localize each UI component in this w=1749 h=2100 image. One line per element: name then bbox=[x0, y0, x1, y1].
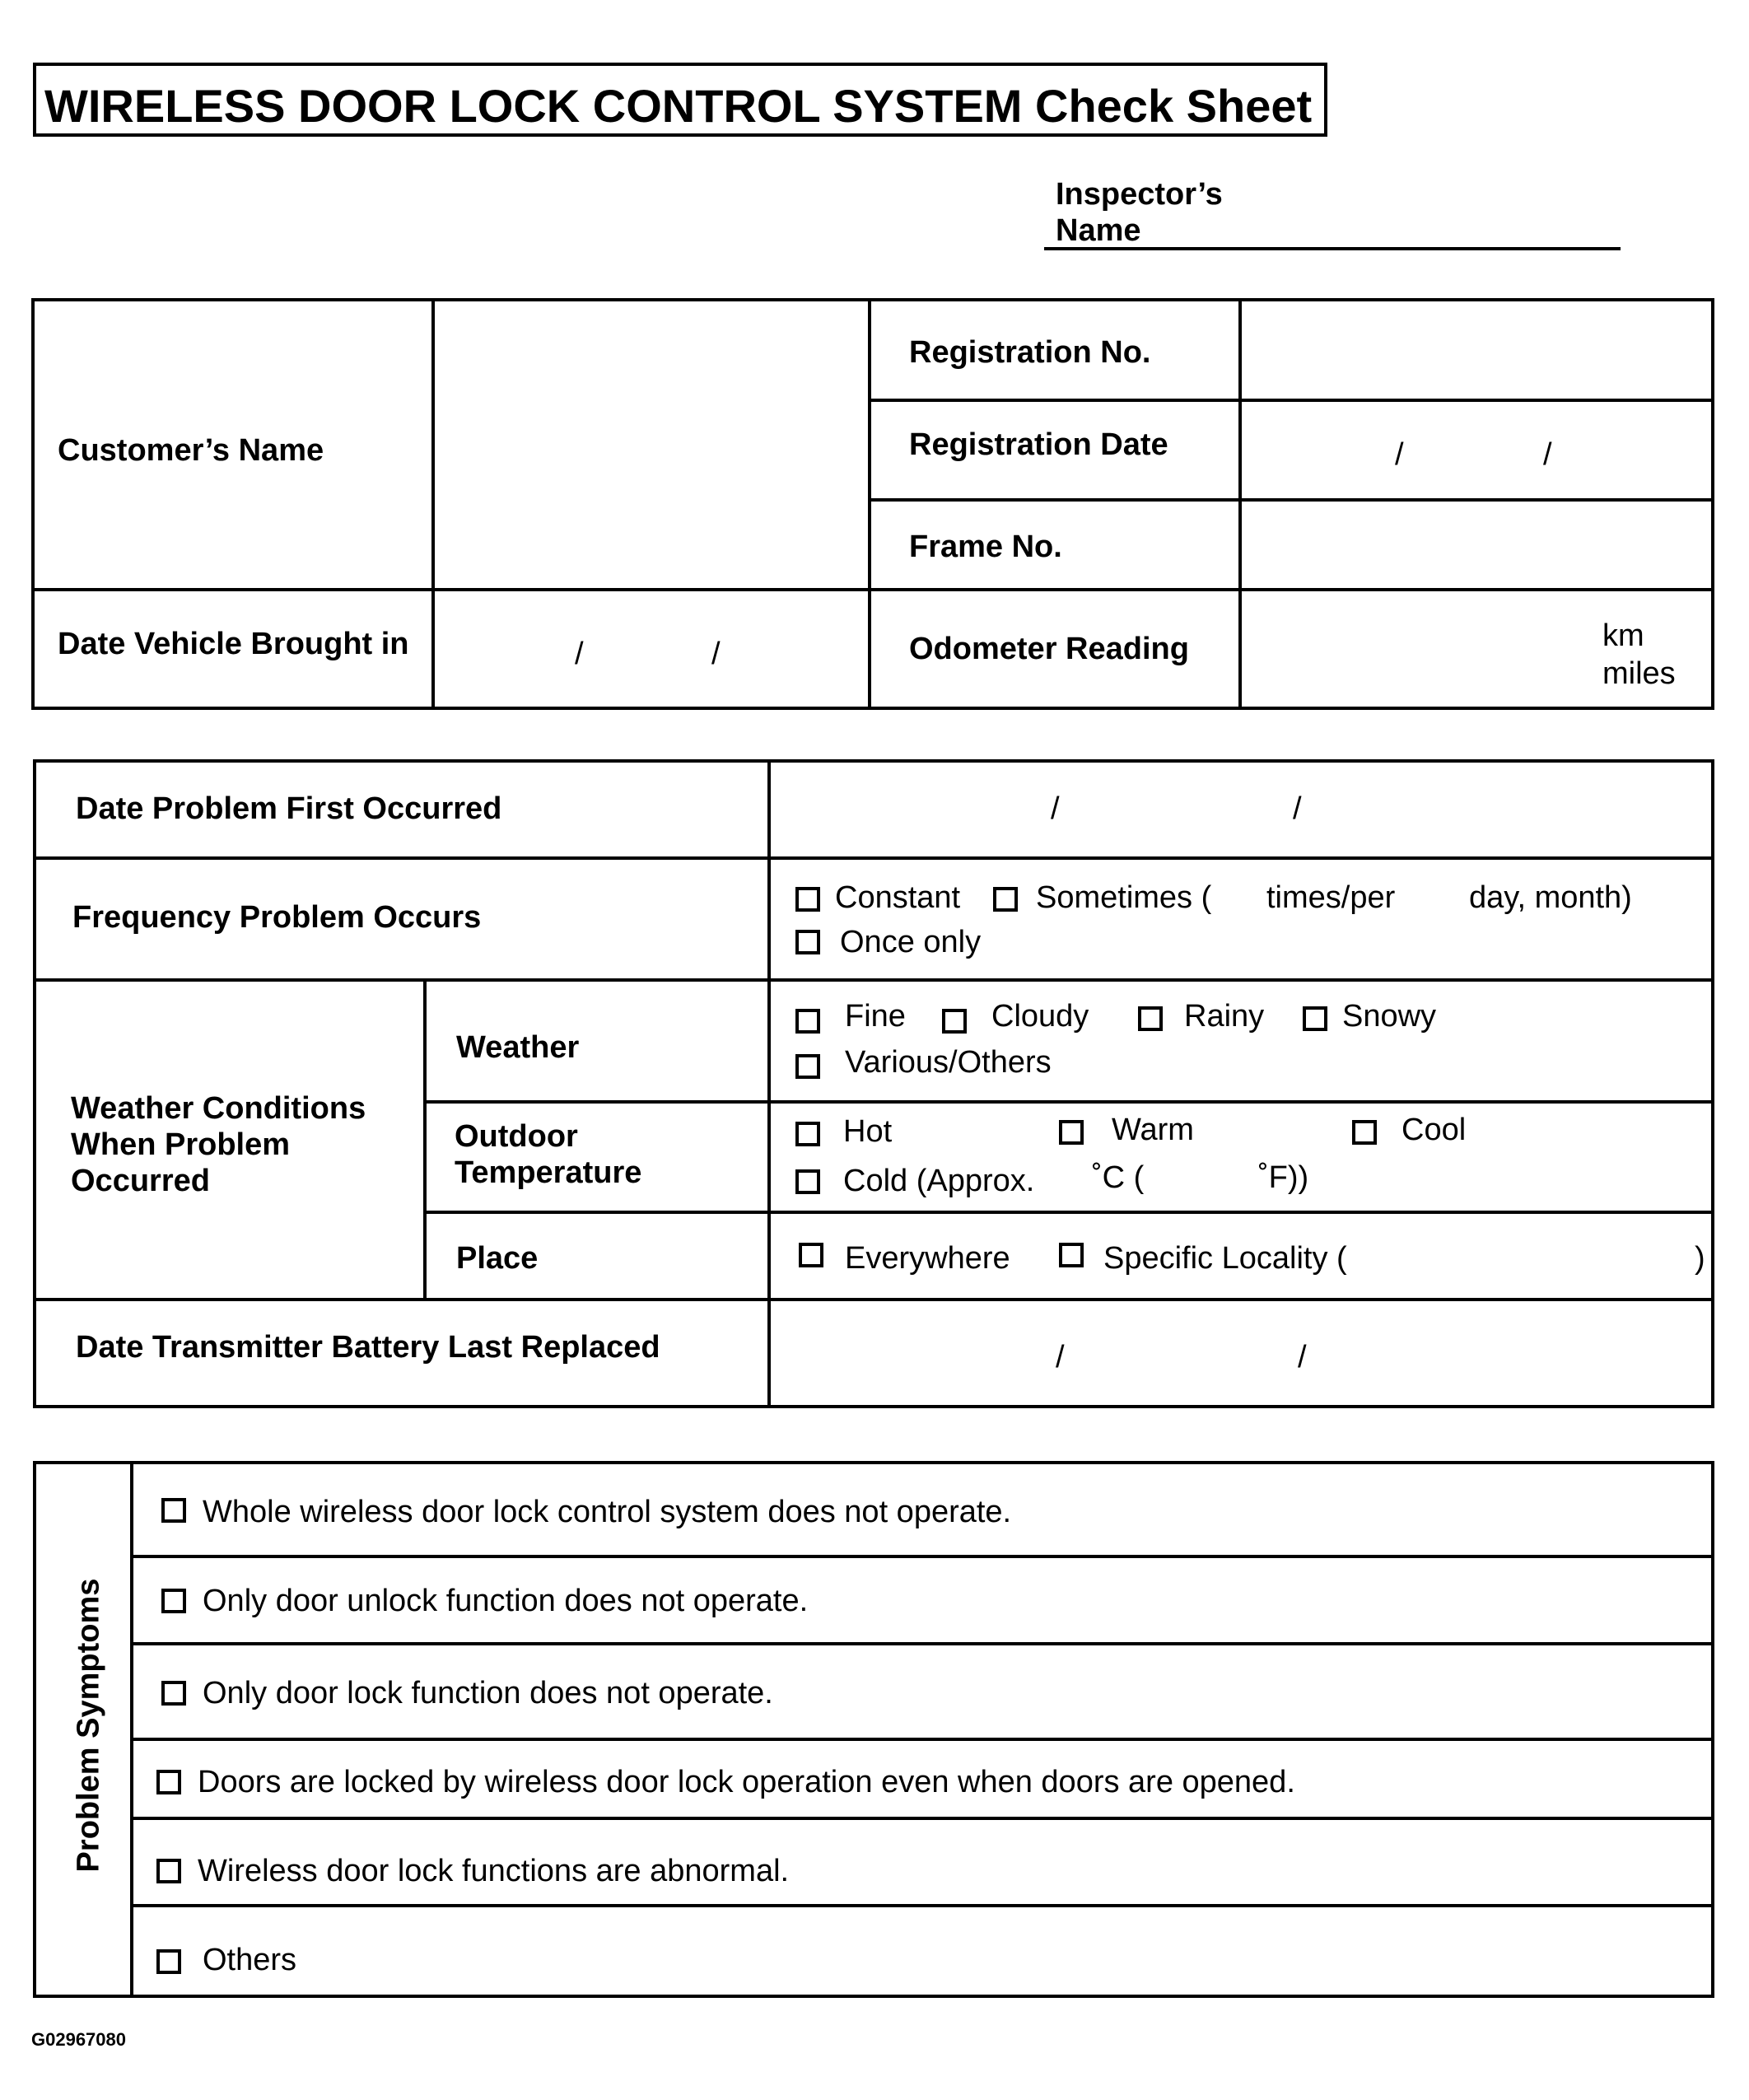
place-close-paren: ) bbox=[1695, 1241, 1705, 1276]
customer-name-label: Customer’s Name bbox=[58, 433, 324, 468]
temp-cold-label: Cold (Approx. bbox=[843, 1164, 1035, 1198]
symptom-5-label: Wireless door lock functions are abnormal. bbox=[198, 1854, 790, 1888]
date-first-occurred-field[interactable] bbox=[771, 763, 1711, 856]
t2-col-divider-sub bbox=[423, 980, 427, 1301]
date-brought-in-label: Date Vehicle Brought in bbox=[58, 627, 409, 661]
t2-row-divider-3 bbox=[423, 1100, 1714, 1104]
checkbox-hot[interactable] bbox=[795, 1122, 820, 1146]
freq-times-per-label: times/per bbox=[1266, 880, 1396, 915]
t3-row-divider-1 bbox=[130, 1555, 1714, 1558]
checkbox-symptom-1[interactable] bbox=[161, 1498, 186, 1523]
symptom-6-label: Others bbox=[203, 1943, 297, 1977]
checkbox-warm[interactable] bbox=[1059, 1120, 1084, 1145]
figure-code: G02967080 bbox=[31, 2029, 126, 2050]
t2-row-divider-4 bbox=[423, 1211, 1714, 1214]
checkbox-symptom-6[interactable] bbox=[156, 1949, 181, 1974]
t3-row-divider-5 bbox=[130, 1904, 1714, 1907]
weather-conditions-line3: Occurred bbox=[71, 1164, 210, 1198]
temp-warm-label: Warm bbox=[1112, 1113, 1194, 1147]
weather-conditions-label bbox=[71, 1090, 366, 1199]
symptom-1-label: Whole wireless door lock control system does not operate. bbox=[203, 1495, 1012, 1529]
checkbox-symptom-4[interactable] bbox=[156, 1770, 181, 1794]
registration-date-slash-2: / bbox=[1543, 437, 1552, 472]
t3-border-right bbox=[1711, 1461, 1714, 1998]
freq-sometimes-label: Sometimes ( bbox=[1036, 880, 1212, 915]
place-everywhere-label: Everywhere bbox=[845, 1241, 1010, 1276]
weather-cloudy-label: Cloudy bbox=[991, 999, 1089, 1034]
symptom-3-label: Only door lock function does not operate. bbox=[203, 1676, 773, 1710]
symptom-2-label: Only door unlock function does not operate. bbox=[203, 1584, 809, 1618]
battery-replaced-field[interactable] bbox=[771, 1301, 1711, 1405]
t3-row-divider-3 bbox=[130, 1738, 1714, 1741]
battery-replaced-label: Date Transmitter Battery Last Replaced bbox=[76, 1330, 660, 1365]
weather-label: Weather bbox=[456, 1030, 580, 1065]
checkbox-cloudy[interactable] bbox=[942, 1009, 967, 1034]
temp-deg-f-label: ˚F)) bbox=[1258, 1160, 1309, 1195]
odometer-label: Odometer Reading bbox=[909, 632, 1189, 666]
t1-border-bottom bbox=[31, 707, 1714, 710]
battery-slash-2: / bbox=[1298, 1340, 1307, 1374]
t3-border-bottom bbox=[33, 1995, 1714, 1998]
t2-row-divider-1 bbox=[33, 856, 1714, 860]
t2-border-bottom bbox=[33, 1405, 1714, 1408]
inspector-label-line2: Name bbox=[1056, 213, 1141, 248]
checkbox-symptom-2[interactable] bbox=[161, 1589, 186, 1613]
inspector-label-line1: Inspector’s bbox=[1056, 177, 1223, 212]
weather-conditions-line1: Weather Conditions bbox=[71, 1091, 366, 1126]
checkbox-symptom-3[interactable] bbox=[161, 1681, 186, 1706]
t3-col-divider bbox=[130, 1461, 133, 1998]
frequency-label: Frequency Problem Occurs bbox=[72, 900, 482, 935]
place-specific-label: Specific Locality ( bbox=[1103, 1241, 1347, 1276]
odometer-unit-km: km bbox=[1602, 618, 1644, 653]
place-label: Place bbox=[456, 1241, 539, 1276]
checkbox-once-only[interactable] bbox=[795, 930, 820, 954]
checkbox-specific-locality[interactable] bbox=[1059, 1243, 1084, 1267]
weather-various-label: Various/Others bbox=[845, 1045, 1052, 1080]
weather-snowy-label: Snowy bbox=[1342, 999, 1437, 1034]
outdoor-temperature-line1: Outdoor bbox=[455, 1119, 578, 1154]
weather-conditions-line2: When Problem bbox=[71, 1127, 291, 1162]
inspector-name-field[interactable] bbox=[1044, 247, 1621, 250]
t3-row-divider-4 bbox=[130, 1817, 1714, 1820]
registration-no-field[interactable] bbox=[1242, 301, 1711, 399]
t3-row-divider-2 bbox=[130, 1642, 1714, 1645]
frame-no-label: Frame No. bbox=[909, 530, 1062, 564]
sheet-title: WIRELESS DOOR LOCK CONTROL SYSTEM Check Sheet bbox=[44, 80, 1313, 132]
date-brought-in-slash-2: / bbox=[711, 637, 721, 671]
checkbox-rainy[interactable] bbox=[1138, 1006, 1163, 1031]
outdoor-temperature-line2: Temperature bbox=[455, 1155, 642, 1190]
registration-date-label: Registration Date bbox=[909, 427, 1168, 462]
date-brought-in-field[interactable] bbox=[435, 591, 868, 707]
odometer-unit-miles: miles bbox=[1602, 656, 1676, 691]
weather-fine-label: Fine bbox=[845, 999, 906, 1034]
problem-symptoms-header: Problem Symptoms bbox=[71, 1578, 106, 1873]
outdoor-temperature-label bbox=[455, 1118, 641, 1191]
temp-cool-label: Cool bbox=[1402, 1113, 1467, 1147]
inspector-label bbox=[1056, 176, 1223, 249]
registration-date-field[interactable] bbox=[1242, 402, 1711, 498]
odometer-field[interactable] bbox=[1242, 591, 1588, 707]
symptom-4-label: Doors are locked by wireless door lock operation even when doors are opened. bbox=[198, 1765, 1295, 1799]
customer-name-field[interactable] bbox=[435, 301, 868, 588]
checkbox-cold[interactable] bbox=[795, 1169, 820, 1194]
temp-deg-c-label: ˚C ( bbox=[1092, 1160, 1145, 1195]
frame-no-field[interactable] bbox=[1242, 502, 1711, 588]
t2-row-divider-2 bbox=[33, 978, 1714, 982]
registration-date-slash-1: / bbox=[1395, 437, 1404, 472]
t1-col-divider-2 bbox=[868, 298, 871, 710]
weather-rainy-label: Rainy bbox=[1184, 999, 1265, 1034]
battery-slash-1: / bbox=[1056, 1340, 1065, 1374]
t3-border-top bbox=[33, 1461, 1714, 1464]
t1-border-left bbox=[31, 298, 35, 710]
t3-border-left bbox=[33, 1461, 36, 1998]
checkbox-various-others[interactable] bbox=[795, 1054, 820, 1079]
date-brought-in-slash-1: / bbox=[575, 637, 584, 671]
checkbox-sometimes[interactable] bbox=[993, 887, 1018, 912]
date-first-slash-2: / bbox=[1293, 791, 1302, 826]
t1-border-right bbox=[1711, 298, 1714, 710]
temp-hot-label: Hot bbox=[843, 1114, 893, 1149]
checkbox-snowy[interactable] bbox=[1303, 1006, 1327, 1031]
checkbox-symptom-5[interactable] bbox=[156, 1859, 181, 1883]
freq-once-label: Once only bbox=[840, 925, 982, 959]
freq-constant-label: Constant bbox=[835, 880, 961, 915]
checkbox-everywhere[interactable] bbox=[799, 1243, 823, 1267]
date-first-occurred-label: Date Problem First Occurred bbox=[76, 791, 502, 826]
date-first-slash-1: / bbox=[1051, 791, 1060, 826]
checkbox-fine[interactable] bbox=[795, 1009, 820, 1034]
freq-day-month-label: day, month) bbox=[1469, 880, 1632, 915]
checkbox-constant[interactable] bbox=[795, 887, 820, 912]
registration-no-label: Registration No. bbox=[909, 335, 1151, 370]
checkbox-cool[interactable] bbox=[1352, 1120, 1377, 1145]
